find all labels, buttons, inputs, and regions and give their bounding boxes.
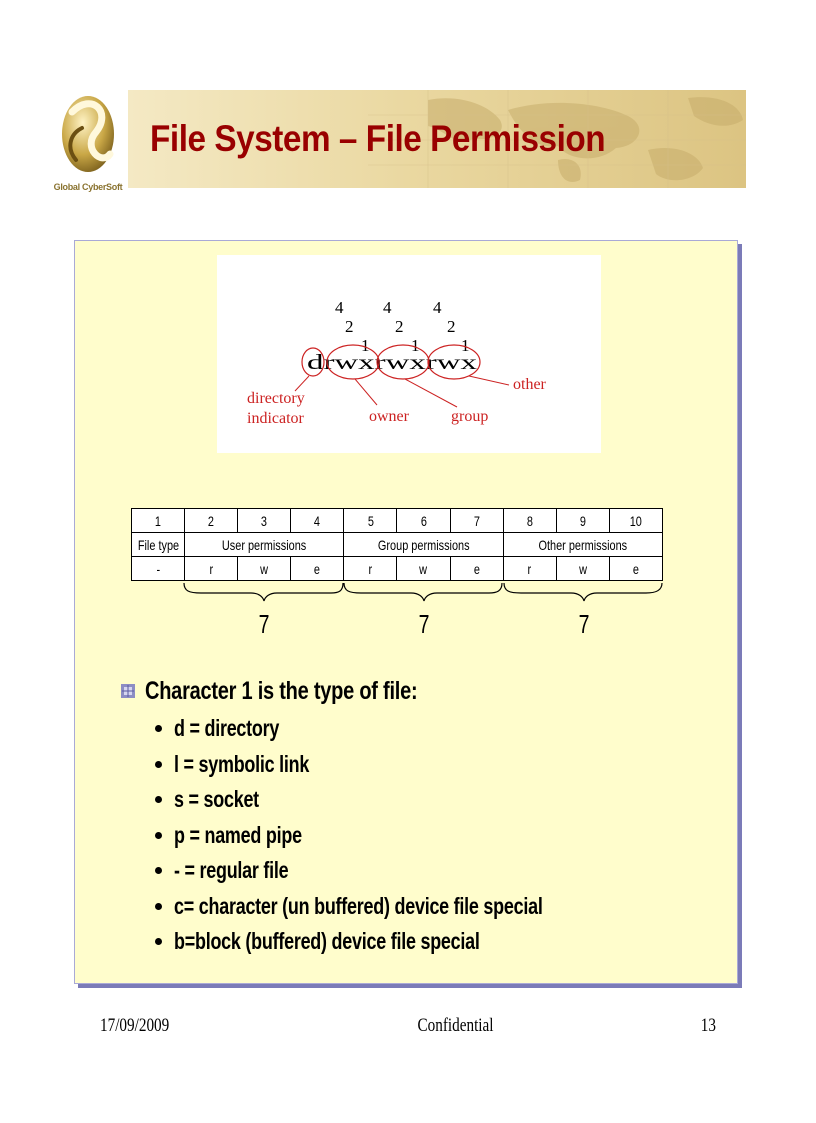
- global-cybersoft-logo: [52, 82, 124, 200]
- permission-diagram-svg: [217, 255, 601, 453]
- list-item: c= character (un buffered) device file special: [155, 889, 721, 925]
- bullet-dot-icon: [155, 938, 162, 945]
- slide-title: File System – File Permission: [150, 118, 606, 159]
- weight-1-group: 1: [411, 336, 420, 355]
- weight-4-owner: 4: [335, 298, 344, 317]
- pos-cell: 4: [291, 509, 344, 533]
- weight-row-2: [345, 317, 456, 336]
- square-bullet-icon: [121, 684, 135, 698]
- list-item: l = symbolic link: [155, 747, 721, 783]
- logo-text: Global CyberSoft: [53, 182, 123, 192]
- list-item: d = directory: [155, 711, 721, 747]
- pos-cell: 3: [238, 509, 291, 533]
- content-box: [74, 240, 738, 984]
- pos-cell: 8: [503, 509, 556, 533]
- sum-braces: [131, 581, 663, 641]
- char-cell: -: [132, 557, 185, 581]
- brace-other: [504, 583, 662, 601]
- label-group: group: [451, 408, 489, 425]
- group-cell-user: User permissions: [185, 533, 344, 557]
- pos-cell: 9: [556, 509, 609, 533]
- permission-string: drwxrwxrwx: [307, 350, 478, 374]
- pointer-lines: [295, 376, 509, 407]
- weight-1-other: 1: [461, 336, 470, 355]
- swirl-logo-icon: [52, 82, 124, 182]
- bullet-dot-icon: [155, 761, 162, 768]
- permission-table: [131, 508, 663, 581]
- footer-confidential: Confidential: [417, 1015, 494, 1036]
- list-item: b=block (buffered) device file special: [155, 924, 721, 960]
- char-cell: w: [397, 557, 450, 581]
- list-item: p = named pipe: [155, 818, 721, 854]
- weight-2-group: 2: [395, 317, 404, 336]
- weight-row-4: [335, 298, 442, 317]
- brace-user: [184, 583, 343, 601]
- position-row: [132, 509, 663, 533]
- bullet-dot-icon: [155, 867, 162, 874]
- footer-page-number: 13: [700, 1015, 716, 1036]
- weight-4-other: 4: [433, 298, 442, 317]
- bullet-dot-icon: [155, 796, 162, 803]
- slide-header: [0, 80, 816, 200]
- char-cell: r: [344, 557, 397, 581]
- footer-date: 17/09/2009: [100, 1015, 170, 1036]
- char-cell: r: [503, 557, 556, 581]
- weight-4-group: 4: [383, 298, 392, 317]
- char-cell: e: [291, 557, 344, 581]
- group-cell-other: Other permissions: [503, 533, 662, 557]
- pos-cell: 5: [344, 509, 397, 533]
- char-cell: e: [450, 557, 503, 581]
- list-item: s = socket: [155, 782, 721, 818]
- weight-2-other: 2: [447, 317, 456, 336]
- char-row: [132, 557, 663, 581]
- brace-group: [344, 583, 502, 601]
- slide-footer: [0, 1015, 816, 1039]
- permission-diagram: [217, 255, 601, 453]
- bullet-list: [121, 673, 721, 960]
- list-item: - = regular file: [155, 853, 721, 889]
- pos-cell: 1: [132, 509, 185, 533]
- bullet-dot-icon: [155, 903, 162, 910]
- bullet-dot-icon: [155, 832, 162, 839]
- brace-svg: [131, 581, 663, 641]
- sum-other: 7: [578, 609, 590, 639]
- bullet-dot-icon: [155, 725, 162, 732]
- pos-cell: 6: [397, 509, 450, 533]
- pos-cell: 10: [609, 509, 662, 533]
- sum-group: 7: [418, 609, 430, 639]
- label-indicator: indicator: [247, 410, 304, 427]
- brace-paths: [184, 583, 662, 601]
- main-bullet-text: Character 1 is the type of file:: [145, 676, 418, 705]
- label-owner: owner: [369, 408, 409, 425]
- char-cell: e: [609, 557, 662, 581]
- sum-user: 7: [258, 609, 270, 639]
- group-cell-group: Group permissions: [344, 533, 503, 557]
- pos-cell: 2: [185, 509, 238, 533]
- file-type-list: [121, 711, 721, 960]
- group-cell-file-type: File type: [132, 533, 185, 557]
- label-other: other: [513, 376, 546, 393]
- char-cell: r: [185, 557, 238, 581]
- char-cell: w: [238, 557, 291, 581]
- weight-1-owner: 1: [361, 336, 370, 355]
- pos-cell: 7: [450, 509, 503, 533]
- group-row: [132, 533, 663, 557]
- char-cell: w: [556, 557, 609, 581]
- main-bullet: [121, 673, 721, 709]
- label-directory: directory: [247, 390, 305, 407]
- weight-2-owner: 2: [345, 317, 354, 336]
